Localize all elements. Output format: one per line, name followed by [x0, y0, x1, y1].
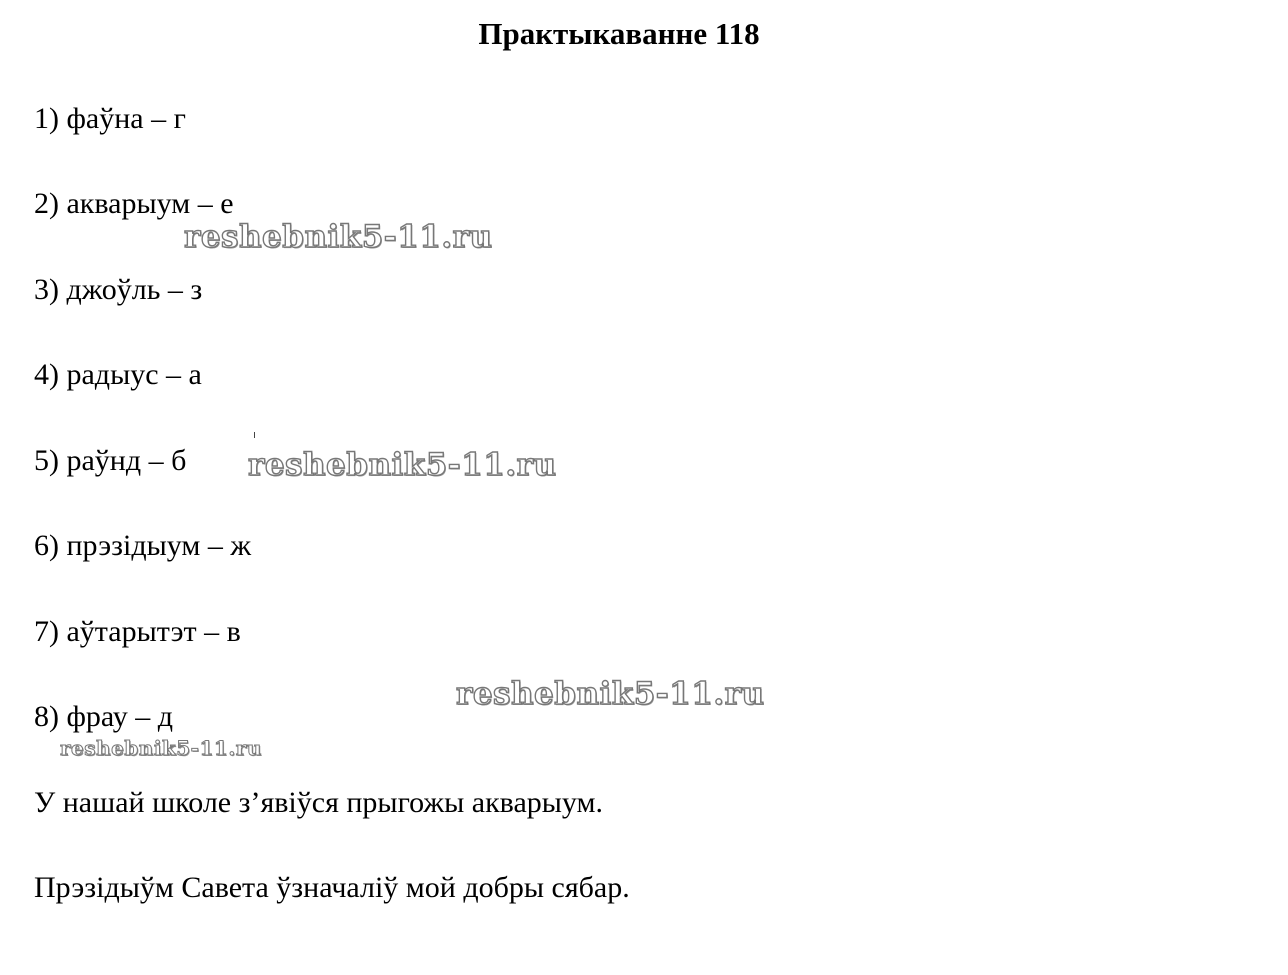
- list-item: 5) раўнд – б: [34, 444, 187, 477]
- list-item: 3) джоўль – з: [34, 273, 203, 306]
- watermark: reshebnik5-11.ru: [60, 736, 262, 760]
- exercise-title: Практыкаванне 118: [478, 16, 760, 51]
- list-item: 6) прэзідыум – ж: [34, 529, 252, 562]
- watermark: reshebnik5-11.ru: [184, 219, 493, 255]
- list-item: 2) акварыум – е: [34, 187, 234, 220]
- list-item: 7) аўтарытэт – в: [34, 615, 241, 648]
- stray-mark: [254, 432, 255, 438]
- sentence: У нашай школе з’явіўся прыгожы акварыум.: [34, 786, 604, 819]
- list-item: 1) фаўна – г: [34, 102, 186, 135]
- list-item: 8) фрау – д: [34, 700, 173, 733]
- sentence: Прэзідыўм Савета ўзначаліў мой добры сябар.: [34, 871, 630, 904]
- watermark: reshebnik5-11.ru: [248, 447, 557, 483]
- watermark: reshebnik5-11.ru: [456, 676, 765, 712]
- list-item: 4) радыус – а: [34, 358, 202, 391]
